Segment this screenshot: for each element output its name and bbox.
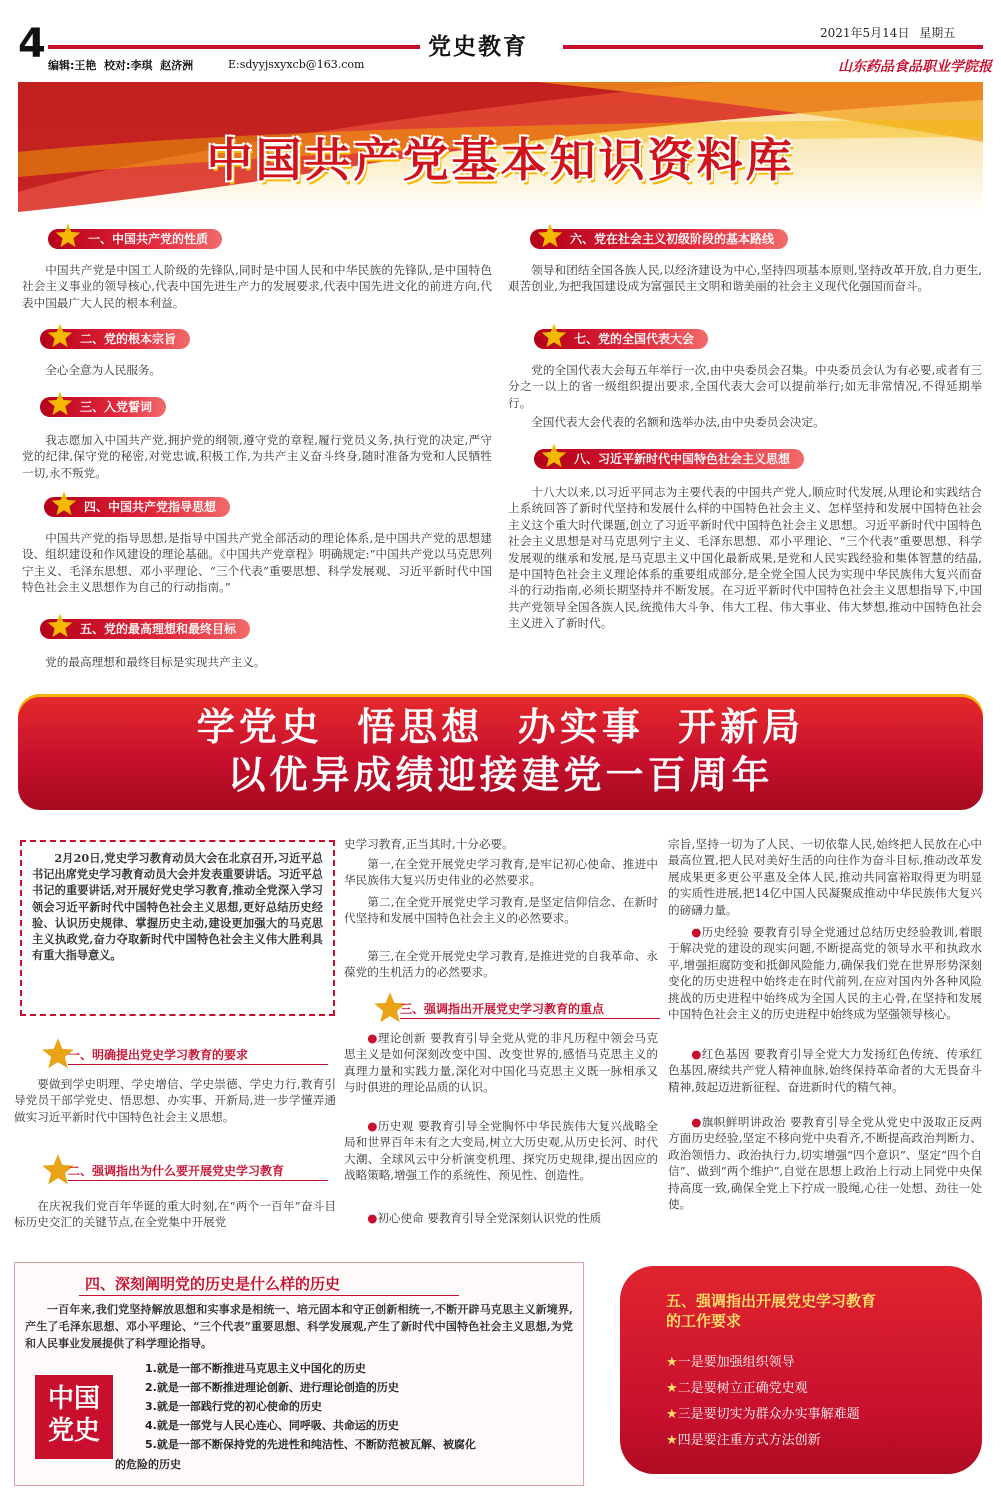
kb-heading-7 — [534, 328, 708, 350]
kb-heading-3 — [40, 396, 166, 418]
star-icon — [54, 222, 82, 250]
kb-heading-5 — [40, 618, 250, 640]
list-item: 5.就是一部不断保持党的先进性和纯洁性、不断防范被瓦解、被腐化 — [145, 1438, 476, 1451]
list-item: 1.就是一部不断推进马克思主义中国化的历史 — [145, 1362, 366, 1375]
slogan-banner — [18, 694, 983, 810]
weekday-text: 星期五 — [919, 26, 956, 40]
section-title: 党史教育 — [428, 33, 528, 60]
kb-heading-4 — [44, 496, 230, 518]
article-b1-text: 理论创新 要教育引导全党从党的非凡历程中领会马克思主义是如何深刻改变中国、改变世界的,感悟马克思主义的真理力量和实践力量,深化对中国化马克思主义既一脉相承又与时俱进的理论品质的认识。 — [344, 1031, 659, 1095]
article-heading-3-label: 三、强调指出开展党史学习教育的重点 — [400, 1002, 605, 1016]
article-p5: 第二,在全党开展党史学习教育,是坚定信仰信念、在新时代坚持和发展中国特色社会主义的必然要求。 — [344, 895, 658, 926]
divider — [400, 1018, 660, 1019]
list-item: 2.就是一部不断推进理论创新、进行理论创造的历史 — [145, 1381, 399, 1394]
article-p7: 宗旨,坚持一切为了人民、一切依靠人民,始终把人民放在心中最高位置,把人民对美好生活的向往作为奋斗目标,推动改革发展成果更多更公平惠及全体人民,推动共同富裕取得更为明显的实质性进展,把14亿中国人民凝聚成推动中华民族伟大复兴的磅礴力量。 — [668, 837, 982, 917]
work-item-text: 三是要切实为群众办实事解难题 — [677, 1407, 860, 1422]
work-list — [666, 1350, 966, 1454]
article-b4-text: 历史经验 要教育引导全党通过总结历史经验教训,着眼于解决党的建设的现实问题,不断提高党的领导水平和执政水平,增强拒腐防变和抵御风险能力,确保我们党在世界形势深刻变化的历史进程中始终走在时代前列,在应对国内外各种风险挑战的历史进程中始终成为全国人民的主心骨,在坚持和发展中国特色社会主义的历史进程中始终成为坚强领导核心。 — [668, 925, 982, 1022]
article-p2: 在庆祝我们党百年华诞的重大时刻,在“两个一百年”奋斗目标历史交汇的关键节点,在全党集中开展党 — [14, 1199, 336, 1230]
party-history-logo — [35, 1375, 113, 1459]
star-icon — [540, 322, 568, 350]
kb-heading-1-label: 一、中国共产党的性质 — [48, 229, 222, 249]
kb-text-3: 我志愿加入中国共产党,拥护党的纲领,遵守党的章程,履行党员义务,执行党的决定,严守党的纪律,保守党的秘密,对党忠诚,积极工作,为共产主义奋斗终身,随时准备为党和人民牺牲一切,永不叛党。 — [22, 433, 492, 480]
kb-text-2: 全心全意为人民服务。 — [45, 363, 162, 377]
history-box-rule — [79, 1295, 459, 1296]
article-b5 — [668, 1046, 982, 1095]
history-box-title: 四、深刻阐明党的历史是什么样的历史 — [85, 1275, 341, 1293]
article-b2 — [344, 1118, 658, 1184]
star-bullet-icon: ★ — [666, 1355, 678, 1370]
page-header — [0, 0, 1001, 80]
kb-heading-6-label: 六、党在社会主义初级阶段的基本路线 — [530, 229, 788, 249]
kb-text-5: 党的最高理想和最终目标是实现共产主义。 — [45, 655, 266, 669]
kb-heading-8-label: 八、习近平新时代中国特色社会主义思想 — [534, 449, 804, 469]
header-rule-right — [563, 45, 983, 49]
article-heading-1-label: 一、明确提出党史学习教育的要求 — [68, 1048, 249, 1062]
kb-heading-8 — [534, 448, 804, 470]
article-b5-text: 红色基因 要教育引导全党大力发扬红色传统、传承红色基因,赓续共产党人精神血脉,始终保持革命者的大无畏奋斗精神,鼓起迈进新征程、奋进新时代的精气神。 — [668, 1047, 983, 1094]
logo-line-2: 党史 — [47, 1416, 100, 1446]
star-icon — [50, 490, 78, 518]
kb-text-6: 领导和团结全国各族人民,以经济建设为中心,坚持四项基本原则,坚持改革开放,自力更生,艰苦创业,为把我国建设成为富强民主文明和谐美丽的社会主义现代化强国而奋斗。 — [508, 263, 982, 294]
kb-text-7a: 党的全国代表大会每五年举行一次,由中央委员会召集。中央委员会认为有必要,或者有三分之一以上的省一级组织提出要求,全国代表大会可以提前举行;如无非常情况,不得延期举行。 — [508, 363, 982, 410]
work-item-text: 二是要树立正确党史观 — [677, 1381, 808, 1396]
kb-heading-5-label: 五、党的最高理想和最终目标 — [40, 619, 250, 639]
star-icon — [540, 442, 568, 470]
intro-text: 2月20日,党史学习教育动员大会在北京召开,习近平总书记出席党史学习教育动员大会并发表重要讲话。习近平总书记的重要讲话,对开展好党史学习教育,推动全党深入学习领会习近平新时代中国特色社会主义思想,更好总结历史经验、认识历史规律、掌握历史主动,建设更加强大的马克思主义执政党,奋力夺取新时代中国特色社会主义伟大胜利具有重大指导意义。 — [32, 851, 323, 963]
kb-text-8: 十八大以来,以习近平同志为主要代表的中国共产党人,顺应时代发展,从理论和实践结合上系统回答了新时代坚持和发展什么样的中国特色社会主义、怎样坚持和发展中国特色社会主义这个重大时代课题,创立了习近平新时代中国特色社会主义思想。习近平新时代中国特色社会主义思想是对马克思列宁主义、毛泽东思想、邓小平理论、“三个代表”重要思想、科学发展观的继承和发展,是马克思主义中国化最新成果,是党和人民实践经验和集体智慧的结晶,是中国特色社会主义理论体系的重要组成部分,是全党全国人民为实现中华民族伟大复兴而奋斗的行动指南,必须长期坚持并不断发展。在习近平新时代中国特色社会主义思想指导下,中国共产党领导全国各族人民,统揽伟大斗争、伟大工程、伟大事业、伟大梦想,推动中国特色社会主义进入了新时代。 — [508, 485, 982, 631]
kb-heading-4-label: 四、中国共产党指导思想 — [44, 497, 230, 517]
email: E:sdyyjsxyxcb@163.com — [228, 58, 365, 71]
bullet-icon: ● — [691, 1047, 702, 1061]
kb-heading-3-label: 三、入党誓词 — [40, 397, 166, 417]
history-box — [14, 1262, 584, 1486]
article-b1 — [344, 1030, 658, 1096]
bullet-icon: ● — [367, 1031, 378, 1045]
article-heading-2 — [40, 1152, 330, 1182]
bullet-icon: ● — [367, 1211, 378, 1225]
credits: 编辑:王艳 校对:李琪 赵济洲 — [48, 59, 194, 72]
list-item: 3.就是一部践行党的初心使命的历史 — [145, 1400, 322, 1413]
list-item — [666, 1376, 966, 1402]
article-b3 — [344, 1210, 658, 1226]
kb-heading-2 — [40, 328, 190, 350]
history-list — [145, 1359, 575, 1454]
bullet-icon: ● — [367, 1119, 378, 1133]
article-p3: 史学习教育,正当其时,十分必要。 — [344, 837, 514, 851]
article-heading-1 — [40, 1036, 330, 1066]
banner-title: 中国共产党基本知识资料库 — [206, 133, 795, 187]
star-icon — [46, 322, 74, 350]
header-rule-left — [48, 45, 420, 49]
header-date — [820, 24, 955, 41]
date-text: 2021年5月14日 — [820, 26, 910, 40]
work-box-title-2: 的工作要求 — [666, 1312, 742, 1330]
article-heading-2-label: 二、强调指出为什么要开展党史学习教育 — [68, 1164, 285, 1178]
work-item-text: 一是要加强组织领导 — [677, 1355, 795, 1370]
kb-text-1: 中国共产党是中国工人阶级的先锋队,同时是中国人民和中华民族的先锋队,是中国特色社会主义事业的领导核心,代表中国先进生产力的发展要求,代表中国先进文化的前进方向,代表中国最广大人民的根本利益。 — [22, 263, 492, 310]
page-number: 4 — [18, 21, 46, 67]
intro-box — [20, 840, 335, 1016]
list-item — [666, 1402, 966, 1428]
masthead: 山东药品食品职业学院报 — [838, 59, 992, 75]
article-b4 — [668, 924, 982, 1022]
star-icon — [46, 612, 74, 640]
slogan-line-1: 学党史 悟思想 办实事 开新局 — [196, 705, 805, 749]
kb-heading-7-label: 七、党的全国代表大会 — [534, 329, 708, 349]
list-item: 4.就是一部党与人民心连心、同呼吸、共命运的历史 — [145, 1419, 399, 1432]
divider — [68, 1064, 328, 1065]
work-item-text: 四是要注重方式方法创新 — [677, 1433, 821, 1448]
work-box — [620, 1266, 982, 1474]
slogan-line-2: 以优异成绩迎接建党一百周年 — [227, 753, 774, 797]
article-heading-3 — [372, 990, 662, 1020]
article-p4: 第一,在全党开展党史学习教育,是牢记初心使命、推进中华民族伟大复兴历史伟业的必然要求。 — [344, 857, 658, 888]
bullet-icon: ● — [691, 925, 702, 939]
star-bullet-icon: ★ — [666, 1407, 678, 1422]
star-bullet-icon: ★ — [666, 1433, 678, 1448]
article-p6: 第三,在全党开展党史学习教育,是推进党的自我革命、永葆党的生机活力的必然要求。 — [344, 949, 658, 980]
article-b2-text: 历史观 要教育引导全党胸怀中华民族伟大复兴战略全局和世界百年未有之大变局,树立大历史观,从历史长河、时代大潮、全球风云中分析演变机理、探究历史规律,提出因应的战略策略,增强工作的系统性、预见性、创造性。 — [344, 1119, 659, 1183]
kb-heading-2-label: 二、党的根本宗旨 — [40, 329, 190, 349]
star-icon — [536, 222, 564, 250]
star-bullet-icon: ★ — [666, 1381, 678, 1396]
work-box-title-1: 五、强调指出开展党史学习教育 — [666, 1292, 877, 1310]
divider — [68, 1180, 328, 1181]
article-b3-text: 初心使命 要教育引导全党深刻认识党的性质 — [377, 1211, 602, 1225]
kb-text-7b: 全国代表大会代表的名额和选举办法,由中央委员会决定。 — [531, 415, 825, 429]
logo-line-1: 中国 — [47, 1384, 100, 1414]
article-p1: 要做到学史明理、学史增信、学史崇德、学史力行,教育引导党员干部学党史、悟思想、办实事、开新局,进一步学懂弄通做实习近平新时代中国特色社会主义思想。 — [14, 1077, 336, 1124]
kb-heading-1 — [48, 228, 222, 250]
kb-heading-6 — [530, 228, 788, 250]
list-item — [666, 1350, 966, 1376]
banner — [18, 82, 983, 212]
star-icon — [46, 390, 74, 418]
bullet-icon: ● — [691, 1115, 702, 1129]
history-box-text: 一百年来,我们党坚持解放思想和实事求是相统一、培元固本和守正创新相统一,不断开辟马克思主义新境界,产生了毛泽东思想、邓小平理论、“三个代表”重要思想、科学发展观,产生了新时代中国特色社会主义思想,为党和人民事业发展提供了科学理论指导。 — [25, 1303, 573, 1350]
list-item-continuation: 的危险的历史 — [115, 1458, 181, 1471]
list-item — [666, 1428, 966, 1454]
kb-text-4: 中国共产党的指导思想,是指导中国共产党全部活动的理论体系,是中国共产党的思想建设、组织建设和作风建设的理论基础。《中国共产党章程》明确规定:“中国共产党以马克思列宁主义、毛泽东思想、邓小平理论、“三个代表”重要思想、科学发展观、习近平新时代中国特色社会主义思想作为自己的行动指南。” — [22, 531, 492, 595]
article-b6 — [668, 1114, 982, 1212]
article-b6-text: 旗帜鲜明讲政治 要教育引导全党从党史中汲取正反两方面历史经验,坚定不移向党中央看齐,不断提高政治判断力、政治领悟力、政治执行力,切实增强“四个意识”、坚定“四个自信”、做到“两个维护”,自觉在思想上政治上行动上同党中央保持高度一致,确保全党上下拧成一股绳,心往一处想、劲往一处使。 — [668, 1115, 983, 1212]
